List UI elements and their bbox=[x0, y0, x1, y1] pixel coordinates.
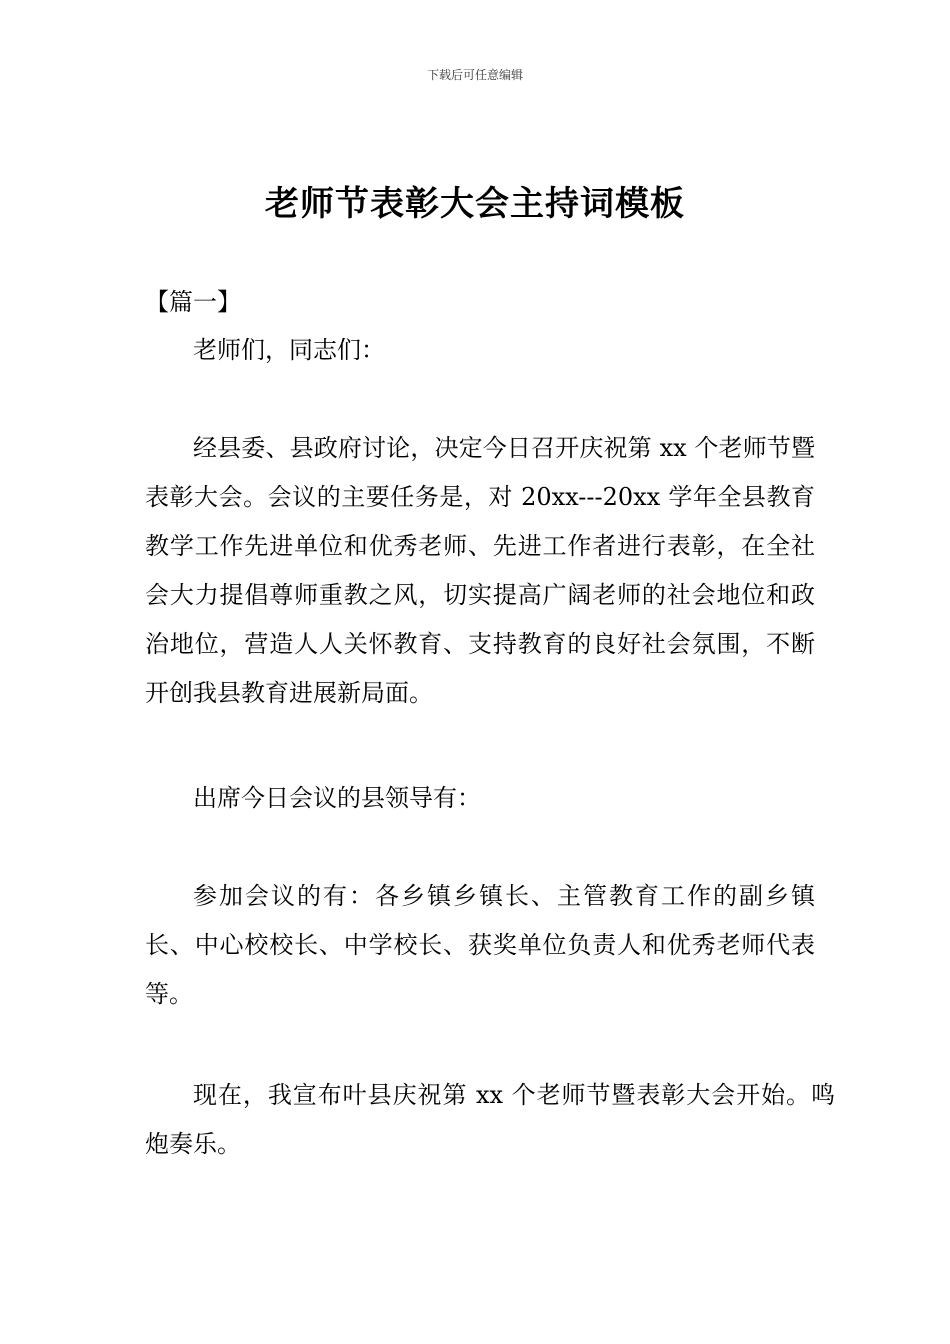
page-header-note: 下载后可任意编辑 bbox=[426, 68, 523, 82]
paragraph-participants: 参加会议的有：各乡镇乡镇长、主管教育工作的副乡镇长、中心校校长、中学校长、获奖单位负责人和优秀老师代表等。 bbox=[145, 882, 815, 1008]
paragraph-purpose: 经县委、县政府讨论，决定今日召开庆祝第 xx 个老师节暨表彰大会。会议的主要任务是，对 20xx---20xx 学年全县教育教学工作先进单位和优秀老师、先进工作者进行表彰，在全社会大力提倡尊师重教之风，切实提高广阔老师的社会地位和政治地位，营造人人关怀教育、支持教育的良好社会氛围，不断开创我县教育进展新局面。 bbox=[145, 434, 815, 707]
section-label: 【篇一】 bbox=[145, 288, 241, 316]
paragraph-opening: 现在，我宣布叶县庆祝第 xx 个老师节暨表彰大会开始。鸣炮奏乐。 bbox=[145, 1081, 835, 1158]
paragraph-attending-leaders: 出席今日会议的县领导有： bbox=[193, 784, 481, 812]
document-title: 老师节表彰大会主持词模板 bbox=[265, 184, 685, 224]
paragraph-greeting: 老师们，同志们： bbox=[193, 336, 385, 364]
